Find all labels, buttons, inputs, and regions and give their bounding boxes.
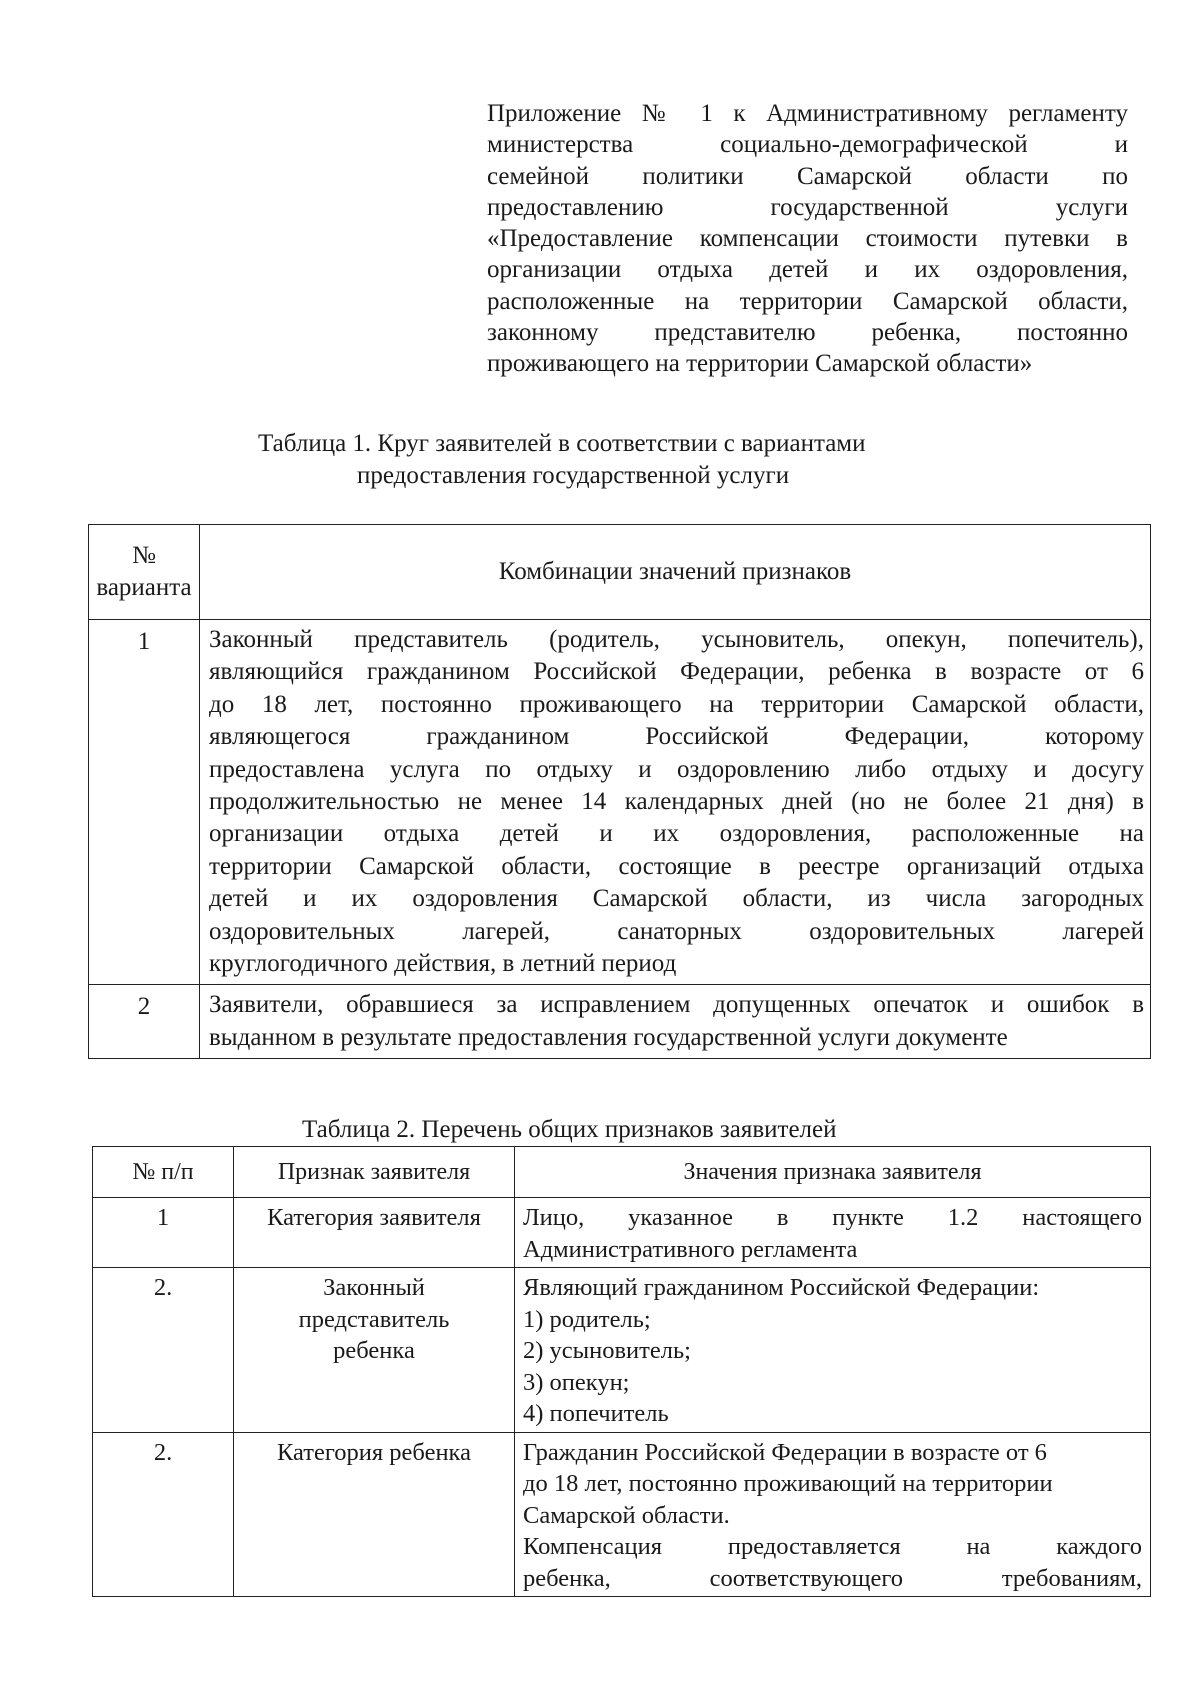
table2-value-line: ребенка, соответствующего требованиям, xyxy=(523,1564,1142,1592)
table2-attribute-line: представитель xyxy=(298,1305,450,1333)
table2-attribute-line: Законный xyxy=(323,1274,425,1301)
table1-combination-text xyxy=(200,985,1151,1059)
table1-header-combinations: Комбинации значений признаков xyxy=(200,525,1151,620)
table1-variant-number: 2 xyxy=(89,985,200,1059)
table1-text-line: продолжительностью не менее 14 календарных дней (но не более 21 дня) в xyxy=(209,788,1144,816)
table2-header-row xyxy=(93,1147,1151,1198)
table2-header-attribute: Признак заявителя xyxy=(234,1147,515,1198)
table2-row xyxy=(93,1198,1151,1268)
table2-value-line: Административного регламента xyxy=(523,1235,858,1263)
table1-text-line: территории Самарской области, состоящие в реестре организаций отдыха xyxy=(209,852,1144,880)
table2-value-line: Самарской области. xyxy=(523,1501,730,1529)
table2-header-number: № п/п xyxy=(93,1147,234,1198)
appendix-line: предоставлению государственной услуги xyxy=(487,193,1128,221)
table1-text-line: являющегося гражданином Российской Федерации, которому xyxy=(209,723,1144,751)
table1-header-variant-number xyxy=(89,525,200,620)
table2-attribute xyxy=(234,1268,515,1433)
table1-text-line: организации отдыха детей и их оздоровления, расположенные на xyxy=(209,820,1144,848)
appendix-line: Приложение № 1 к Административному регламенту xyxy=(487,100,1128,127)
header-num-symbol: № xyxy=(132,542,156,569)
header-num-word: варианта xyxy=(96,574,192,601)
table1-combination-text xyxy=(200,620,1151,985)
table1-text-line: круглогодичного действия, в летний период xyxy=(209,950,677,978)
table1-header-row xyxy=(89,525,1151,620)
table2-value-line: Гражданин Российской Федерации в возрасте от 6 xyxy=(523,1438,1047,1466)
table2-row-number: 2. xyxy=(93,1268,234,1433)
table1-caption-line2: предоставления государственной услуги xyxy=(357,462,790,489)
table2-value-line: 1) родитель; xyxy=(523,1305,651,1333)
table2-attribute-line: Категория заявителя xyxy=(267,1204,481,1231)
table2-attribute-values xyxy=(515,1432,1151,1597)
table2-row xyxy=(93,1432,1151,1597)
table2-caption: Таблица 2. Перечень общих признаков заявителей xyxy=(302,1116,837,1143)
table2-value-line: Компенсация предоставляется на каждого xyxy=(523,1533,1142,1560)
table1-row xyxy=(89,620,1151,985)
table2-value-line: 2) усыновитель; xyxy=(523,1337,691,1364)
appendix-line: проживающего на территории Самарской области» xyxy=(487,350,1033,378)
table1-text-line: Законный представитель (родитель, усыновитель, опекун, попечитель), xyxy=(209,626,1144,653)
table1-caption-line1: Таблица 1. Круг заявителей в соответствии с вариантами xyxy=(258,430,866,457)
table1-text-line: выданном в результате предоставления государственной услуги документе xyxy=(209,1023,1008,1051)
appendix-line: законному представителю ребенка, постоянно xyxy=(487,319,1128,347)
appendix-line: расположенные на территории Самарской области, xyxy=(487,287,1128,315)
table1-text-line: до 18 лет, постоянно проживающего на территории Самарской области, xyxy=(209,690,1144,718)
table1-text-line: детей и их оздоровления Самарской области, из числа загородных xyxy=(209,885,1144,913)
table1-text-line: предоставлена услуга по отдыху и оздоровлению либо отдыху и досугу xyxy=(209,755,1144,783)
table2-value-line: 3) опекун; xyxy=(523,1368,630,1396)
appendix-line: «Предоставление компенсации стоимости путевки в xyxy=(487,225,1128,253)
table1-text-line: Заявители, обравшиеся за исправлением допущенных опечаток и ошибок в xyxy=(209,991,1144,1019)
table2-row xyxy=(93,1268,1151,1433)
table1-text-line: являющийся гражданином Российской Федерации, ребенка в возрасте от 6 xyxy=(209,658,1144,686)
table2-applicant-attributes xyxy=(92,1146,1151,1597)
table2-attribute xyxy=(234,1198,515,1268)
table2-attribute-line: Категория ребенка xyxy=(277,1438,471,1466)
table2-value-line: Лицо, указанное в пункте 1.2 настоящего xyxy=(523,1204,1142,1231)
table1-row xyxy=(89,985,1151,1059)
appendix-heading xyxy=(487,98,1128,380)
table1-applicant-variants xyxy=(88,524,1151,1059)
table2-value-line: 4) попечитель xyxy=(523,1400,669,1427)
table2-header-values: Значения признака заявителя xyxy=(515,1147,1151,1198)
table1-variant-number: 1 xyxy=(89,620,200,985)
appendix-line: министерства социально-демографической и xyxy=(487,131,1128,159)
table2-value-line: Являющий гражданином Российской Федерации: xyxy=(523,1274,1040,1301)
table2-row-number: 1 xyxy=(93,1198,234,1268)
table1-text-line: оздоровительных лагерей, санаторных оздоровительных лагерей xyxy=(209,917,1144,945)
table2-attribute-values xyxy=(515,1268,1151,1433)
table2-attribute-values xyxy=(515,1198,1151,1268)
appendix-line: семейной политики Самарской области по xyxy=(487,162,1128,190)
appendix-line: организации отдыха детей и их оздоровления, xyxy=(487,256,1128,284)
table2-value-line: до 18 лет, постоянно проживающий на территории xyxy=(523,1470,1053,1497)
table2-row-number: 2. xyxy=(93,1432,234,1597)
table2-attribute xyxy=(234,1432,515,1597)
table2-attribute-line: ребенка xyxy=(333,1337,415,1364)
